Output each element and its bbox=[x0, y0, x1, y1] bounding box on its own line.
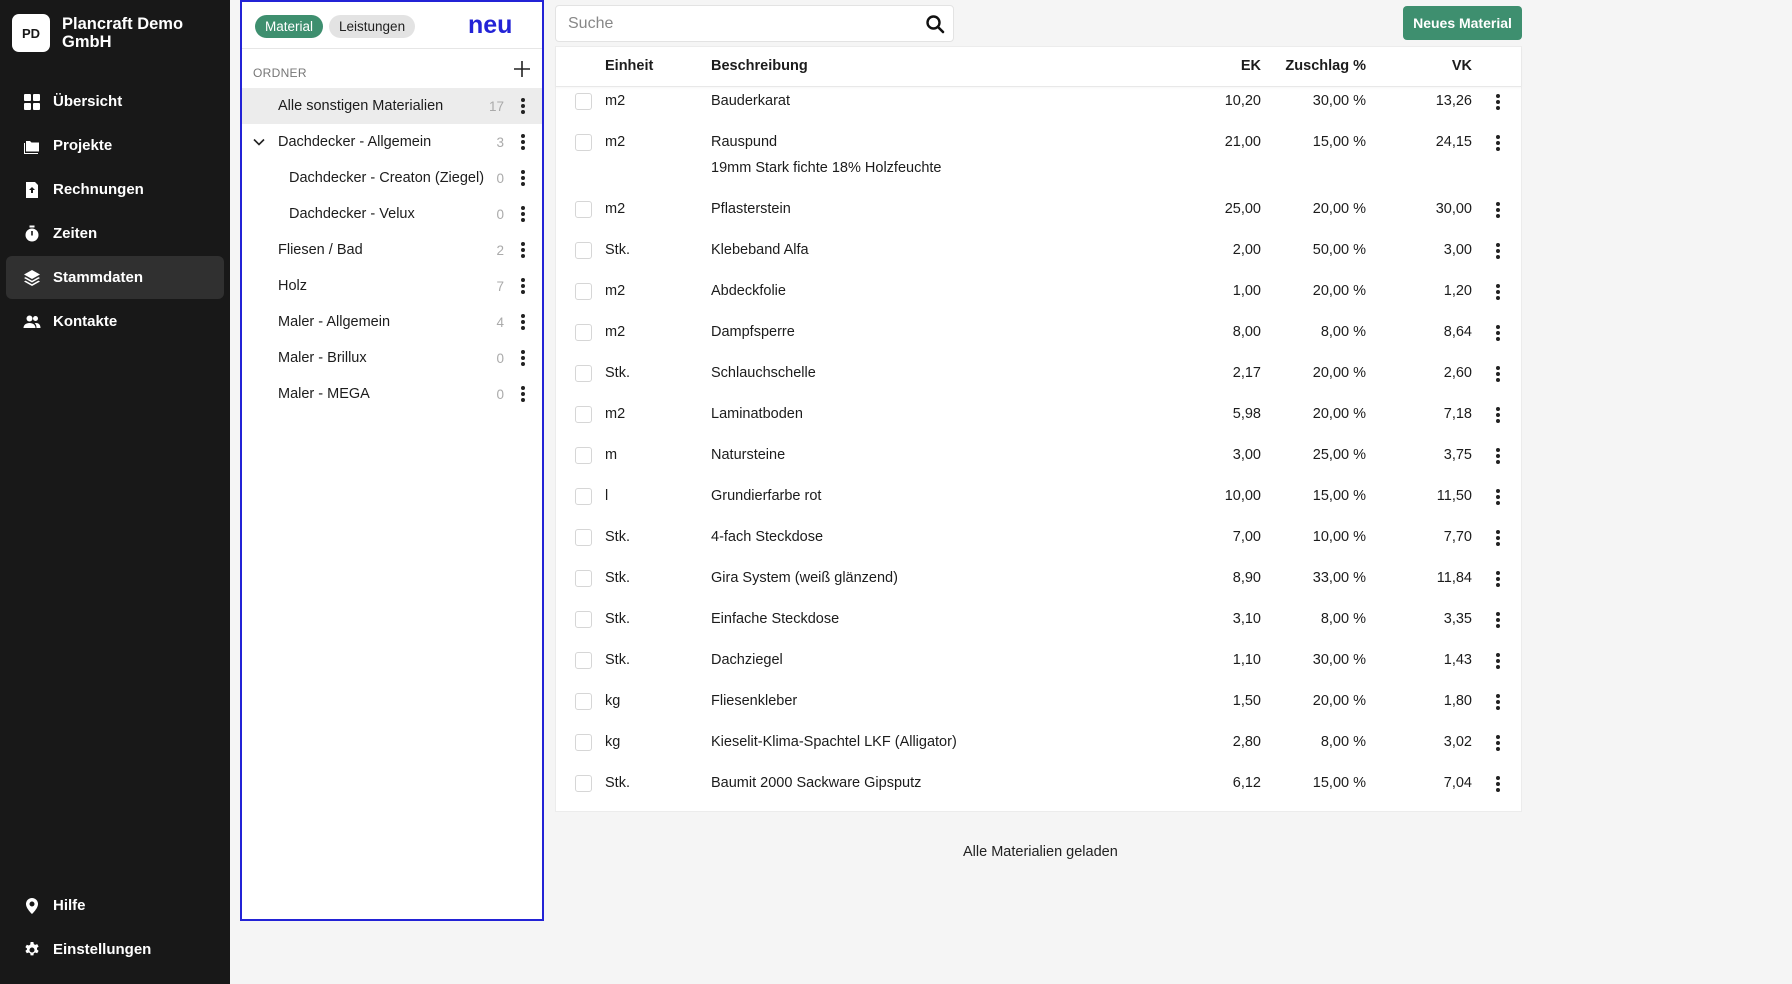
folder-item[interactable] bbox=[242, 304, 542, 340]
table-row[interactable] bbox=[556, 353, 1521, 394]
more-vertical-icon[interactable] bbox=[521, 206, 525, 222]
cell-description: Pflasterstein bbox=[711, 201, 791, 217]
more-vertical-icon[interactable] bbox=[521, 98, 525, 114]
cell-surcharge: 20,00 % bbox=[1312, 201, 1366, 217]
nav-item-label: Kontakte bbox=[53, 313, 118, 330]
table-row[interactable] bbox=[556, 230, 1521, 271]
cell-description: Einfache Steckdose bbox=[711, 611, 840, 627]
annotation-neu: neu bbox=[468, 11, 513, 39]
more-vertical-icon[interactable] bbox=[1496, 366, 1500, 382]
cell-description: Bauderkarat bbox=[711, 93, 790, 109]
cell-surcharge: 50,00 % bbox=[1312, 242, 1366, 258]
cell-unit: Stk. bbox=[605, 242, 630, 258]
more-vertical-icon[interactable] bbox=[1496, 489, 1500, 505]
more-vertical-icon[interactable] bbox=[1496, 325, 1500, 341]
invoice-icon bbox=[23, 181, 41, 199]
table-row[interactable] bbox=[556, 81, 1521, 122]
load-status: Alle Materialien geladen bbox=[963, 844, 1118, 860]
cell-vk: 3,35 bbox=[1443, 611, 1472, 627]
cell-vk: 30,00 bbox=[1435, 201, 1472, 217]
table-row[interactable] bbox=[556, 312, 1521, 353]
cell-description: Fliesenkleber bbox=[711, 693, 798, 709]
folder-count: 0 bbox=[496, 170, 504, 186]
nav-item-label: Einstellungen bbox=[53, 941, 152, 958]
cell-vk: 1,43 bbox=[1443, 652, 1472, 668]
layers-icon bbox=[23, 269, 41, 287]
gear-icon bbox=[23, 941, 41, 959]
cell-unit: m bbox=[605, 447, 618, 463]
cell-vk: 11,50 bbox=[1436, 488, 1472, 504]
folder-item[interactable] bbox=[242, 160, 542, 196]
cell-ek: 21,00 bbox=[1224, 134, 1261, 150]
table-row[interactable] bbox=[556, 599, 1521, 640]
cell-surcharge: 15,00 % bbox=[1312, 134, 1366, 150]
cell-unit: Stk. bbox=[605, 652, 630, 668]
cell-ek: 1,10 bbox=[1232, 652, 1261, 668]
cell-ek: 25,00 bbox=[1224, 201, 1261, 217]
table-row[interactable] bbox=[556, 640, 1521, 681]
folder-name: Dachdecker - Velux bbox=[289, 206, 415, 222]
header-ek[interactable]: EK bbox=[1240, 58, 1261, 74]
row-checkbox[interactable] bbox=[575, 242, 592, 259]
cell-unit: Stk. bbox=[605, 365, 630, 381]
row-checkbox[interactable] bbox=[575, 406, 592, 423]
folder-item[interactable] bbox=[242, 88, 542, 124]
add-folder-plus-icon[interactable] bbox=[513, 60, 531, 78]
cell-surcharge: 8,00 % bbox=[1320, 611, 1366, 627]
cell-unit: l bbox=[605, 488, 609, 504]
folder-name: Maler - Brillux bbox=[278, 350, 367, 366]
nav-item-hilfe[interactable] bbox=[6, 884, 224, 927]
cell-description: Rauspund bbox=[711, 134, 778, 150]
row-checkbox[interactable] bbox=[575, 693, 592, 710]
sidebar bbox=[0, 0, 230, 984]
more-vertical-icon[interactable] bbox=[521, 386, 525, 402]
cell-surcharge: 33,00 % bbox=[1312, 570, 1366, 586]
cell-ek: 3,00 bbox=[1232, 447, 1261, 463]
row-checkbox[interactable] bbox=[575, 734, 592, 751]
cell-vk: 7,18 bbox=[1443, 406, 1472, 422]
cell-ek: 8,00 bbox=[1232, 324, 1261, 340]
more-vertical-icon[interactable] bbox=[1496, 202, 1500, 218]
folder-item[interactable] bbox=[242, 232, 542, 268]
nav-item-rechnungen[interactable] bbox=[6, 168, 224, 211]
cell-surcharge: 20,00 % bbox=[1312, 406, 1366, 422]
row-checkbox[interactable] bbox=[575, 447, 592, 464]
cell-vk: 3,75 bbox=[1443, 447, 1472, 463]
table-row[interactable] bbox=[556, 189, 1521, 230]
cell-unit: m2 bbox=[605, 406, 626, 422]
brand[interactable] bbox=[12, 14, 192, 52]
cell-vk: 3,02 bbox=[1443, 734, 1472, 750]
more-vertical-icon[interactable] bbox=[1496, 735, 1500, 751]
row-checkbox[interactable] bbox=[575, 652, 592, 669]
more-vertical-icon[interactable] bbox=[1496, 612, 1500, 628]
folder-count: 4 bbox=[496, 314, 504, 330]
cell-description: Dachziegel bbox=[711, 652, 783, 668]
row-checkbox[interactable] bbox=[575, 570, 592, 587]
table-row[interactable] bbox=[556, 763, 1521, 804]
header-surcharge[interactable]: Zuschlag % bbox=[1285, 58, 1366, 74]
folder-item[interactable] bbox=[242, 196, 542, 232]
folder-list bbox=[242, 88, 542, 412]
row-checkbox[interactable] bbox=[575, 775, 592, 792]
cell-vk: 7,04 bbox=[1443, 775, 1472, 791]
more-vertical-icon[interactable] bbox=[521, 170, 525, 186]
nav-item-uebersicht[interactable] bbox=[6, 80, 224, 123]
cell-description: Grundierfarbe rot bbox=[711, 488, 822, 504]
cell-ek: 10,20 bbox=[1224, 93, 1261, 109]
search-icon[interactable] bbox=[925, 14, 945, 34]
row-checkbox[interactable] bbox=[575, 365, 592, 382]
cell-ek: 5,98 bbox=[1232, 406, 1261, 422]
bottom-nav bbox=[6, 884, 224, 972]
folder-count: 3 bbox=[496, 134, 504, 150]
cell-surcharge: 8,00 % bbox=[1320, 324, 1366, 340]
new-material-button[interactable]: Neues Material bbox=[1403, 6, 1522, 40]
more-vertical-icon[interactable] bbox=[1496, 776, 1500, 792]
header-unit[interactable]: Einheit bbox=[605, 58, 654, 74]
cell-surcharge: 15,00 % bbox=[1312, 775, 1366, 791]
cell-ek: 3,10 bbox=[1232, 611, 1261, 627]
table-row[interactable] bbox=[556, 722, 1521, 763]
cell-description: Kieselit-Klima-Spachtel LKF (Alligator) bbox=[711, 734, 957, 750]
folder-item[interactable] bbox=[242, 376, 542, 412]
nav-item-einstellungen[interactable] bbox=[6, 928, 224, 971]
nav-item-zeiten[interactable] bbox=[6, 212, 224, 255]
table-row[interactable] bbox=[556, 271, 1521, 312]
cell-unit: Stk. bbox=[605, 611, 630, 627]
people-icon bbox=[23, 313, 41, 331]
folder-name: Dachdecker - Allgemein bbox=[278, 134, 432, 150]
cell-surcharge: 8,00 % bbox=[1320, 734, 1366, 750]
nav-item-label: Übersicht bbox=[53, 93, 123, 110]
more-vertical-icon[interactable] bbox=[521, 134, 525, 150]
header-description[interactable]: Beschreibung bbox=[711, 58, 808, 74]
cell-vk: 1,80 bbox=[1443, 693, 1472, 709]
row-checkbox[interactable] bbox=[575, 201, 592, 218]
cell-surcharge: 20,00 % bbox=[1312, 365, 1366, 381]
cell-unit: kg bbox=[605, 734, 621, 750]
cell-description: Dampfsperre bbox=[711, 324, 795, 340]
folder-name: Holz bbox=[278, 278, 308, 294]
more-vertical-icon[interactable] bbox=[1496, 694, 1500, 710]
cell-unit: m2 bbox=[605, 93, 626, 109]
cell-vk: 13,26 bbox=[1435, 93, 1472, 109]
cell-description: Gira System (weiß glänzend) bbox=[711, 570, 898, 586]
cell-ek: 8,90 bbox=[1232, 570, 1261, 586]
row-checkbox[interactable] bbox=[575, 324, 592, 341]
cell-unit: Stk. bbox=[605, 570, 630, 586]
stopwatch-icon bbox=[23, 225, 41, 243]
chevron-down-icon[interactable] bbox=[252, 135, 266, 149]
folder-count: 2 bbox=[496, 242, 504, 258]
cell-description: Natursteine bbox=[711, 447, 786, 463]
more-vertical-icon[interactable] bbox=[521, 350, 525, 366]
cell-vk: 3,00 bbox=[1443, 242, 1472, 258]
cell-surcharge: 25,00 % bbox=[1312, 447, 1366, 463]
cell-vk: 24,15 bbox=[1435, 134, 1472, 150]
cell-description: Baumit 2000 Sackware Gipsputz bbox=[711, 775, 922, 791]
cell-ek: 2,80 bbox=[1232, 734, 1261, 750]
nav-item-label: Hilfe bbox=[53, 897, 86, 914]
search-box bbox=[555, 5, 954, 42]
cell-unit: m2 bbox=[605, 201, 626, 217]
folder-count: 0 bbox=[496, 206, 504, 222]
company-logo: PD bbox=[12, 14, 50, 52]
grid-icon bbox=[23, 93, 41, 111]
nav-item-stammdaten[interactable] bbox=[6, 256, 224, 299]
nav-item-kontakte[interactable] bbox=[6, 300, 224, 343]
cell-ek: 7,00 bbox=[1232, 529, 1261, 545]
cell-ek: 2,17 bbox=[1232, 365, 1261, 381]
cell-surcharge: 20,00 % bbox=[1312, 283, 1366, 299]
more-vertical-icon[interactable] bbox=[521, 314, 525, 330]
folder-icon bbox=[23, 137, 41, 155]
cell-unit: kg bbox=[605, 693, 621, 709]
main-nav bbox=[6, 80, 224, 344]
folder-count: 0 bbox=[496, 350, 504, 366]
cell-description: Abdeckfolie bbox=[711, 283, 786, 299]
tab-material[interactable]: Material bbox=[255, 15, 323, 38]
cell-description: Schlauchschelle bbox=[711, 365, 816, 381]
cell-surcharge: 20,00 % bbox=[1312, 693, 1366, 709]
nav-item-label: Stammdaten bbox=[53, 269, 144, 286]
cell-description: 4-fach Steckdose bbox=[711, 529, 824, 545]
more-vertical-icon[interactable] bbox=[1496, 407, 1500, 423]
tab-leistungen[interactable]: Leistungen bbox=[329, 15, 415, 38]
folder-name: Dachdecker - Creaton (Ziegel) bbox=[289, 170, 485, 186]
header-vk[interactable]: VK bbox=[1451, 58, 1472, 74]
cell-description: Klebeband Alfa bbox=[711, 242, 809, 258]
more-vertical-icon[interactable] bbox=[1496, 530, 1500, 546]
row-checkbox[interactable] bbox=[575, 611, 592, 628]
cell-ek: 1,00 bbox=[1232, 283, 1261, 299]
more-vertical-icon[interactable] bbox=[1496, 284, 1500, 300]
cell-unit: Stk. bbox=[605, 775, 630, 791]
nav-item-projekte[interactable] bbox=[6, 124, 224, 167]
type-tabs bbox=[255, 15, 421, 38]
table-row[interactable] bbox=[556, 476, 1521, 517]
folder-name: Maler - Allgemein bbox=[278, 314, 391, 330]
folder-item[interactable] bbox=[242, 340, 542, 376]
table-row[interactable] bbox=[556, 517, 1521, 558]
folder-item[interactable] bbox=[242, 124, 542, 160]
more-vertical-icon[interactable] bbox=[1496, 94, 1500, 110]
more-vertical-icon[interactable] bbox=[1496, 653, 1500, 669]
row-checkbox[interactable] bbox=[575, 134, 592, 151]
cell-ek: 2,00 bbox=[1232, 242, 1261, 258]
nav-item-label: Projekte bbox=[53, 137, 113, 154]
materials-table bbox=[555, 46, 1522, 812]
location-pin-icon bbox=[23, 897, 41, 915]
table-row[interactable] bbox=[556, 681, 1521, 722]
cell-vk: 1,20 bbox=[1443, 283, 1472, 299]
search-input[interactable] bbox=[568, 6, 908, 41]
cell-vk: 11,84 bbox=[1436, 570, 1472, 586]
row-checkbox[interactable] bbox=[575, 488, 592, 505]
folder-count: 17 bbox=[488, 98, 504, 114]
folder-name: Maler - MEGA bbox=[278, 386, 370, 402]
cell-description-detail: 19mm Stark fichte 18% Holzfeuchte bbox=[711, 160, 942, 176]
folder-count: 0 bbox=[496, 386, 504, 402]
cell-surcharge: 10,00 % bbox=[1312, 529, 1366, 545]
more-vertical-icon[interactable] bbox=[521, 278, 525, 294]
cell-vk: 2,60 bbox=[1443, 365, 1472, 381]
cell-ek: 6,12 bbox=[1232, 775, 1261, 791]
cell-vk: 8,64 bbox=[1443, 324, 1472, 340]
folder-panel bbox=[240, 0, 544, 921]
table-row[interactable] bbox=[556, 394, 1521, 435]
table-row[interactable] bbox=[556, 435, 1521, 476]
nav-item-label: Zeiten bbox=[53, 225, 98, 242]
folders-heading: ORDNER bbox=[253, 66, 307, 80]
more-vertical-icon[interactable] bbox=[1496, 448, 1500, 464]
cell-vk: 7,70 bbox=[1443, 529, 1472, 545]
cell-ek: 10,00 bbox=[1224, 488, 1261, 504]
row-checkbox[interactable] bbox=[575, 93, 592, 110]
row-checkbox[interactable] bbox=[575, 283, 592, 300]
more-vertical-icon[interactable] bbox=[521, 242, 525, 258]
company-name: Plancraft Demo GmbH bbox=[62, 15, 184, 51]
table-row[interactable] bbox=[556, 558, 1521, 599]
cell-ek: 1,50 bbox=[1232, 693, 1261, 709]
folder-name: Alle sonstigen Materialien bbox=[278, 98, 444, 114]
cell-unit: Stk. bbox=[605, 529, 630, 545]
divider bbox=[242, 48, 542, 49]
cell-unit: m2 bbox=[605, 134, 626, 150]
cell-surcharge: 30,00 % bbox=[1312, 652, 1366, 668]
cell-surcharge: 15,00 % bbox=[1312, 488, 1366, 504]
cell-unit: m2 bbox=[605, 324, 626, 340]
cell-unit: m2 bbox=[605, 283, 626, 299]
folder-count: 7 bbox=[496, 278, 504, 294]
cell-description: Laminatboden bbox=[711, 406, 803, 422]
more-vertical-icon[interactable] bbox=[1496, 135, 1500, 151]
more-vertical-icon[interactable] bbox=[1496, 571, 1500, 587]
folder-item[interactable] bbox=[242, 268, 542, 304]
nav-item-label: Rechnungen bbox=[53, 181, 144, 198]
more-vertical-icon[interactable] bbox=[1496, 243, 1500, 259]
row-checkbox[interactable] bbox=[575, 529, 592, 546]
table-row[interactable] bbox=[556, 122, 1521, 189]
folder-name: Fliesen / Bad bbox=[278, 242, 363, 258]
cell-surcharge: 30,00 % bbox=[1312, 93, 1366, 109]
